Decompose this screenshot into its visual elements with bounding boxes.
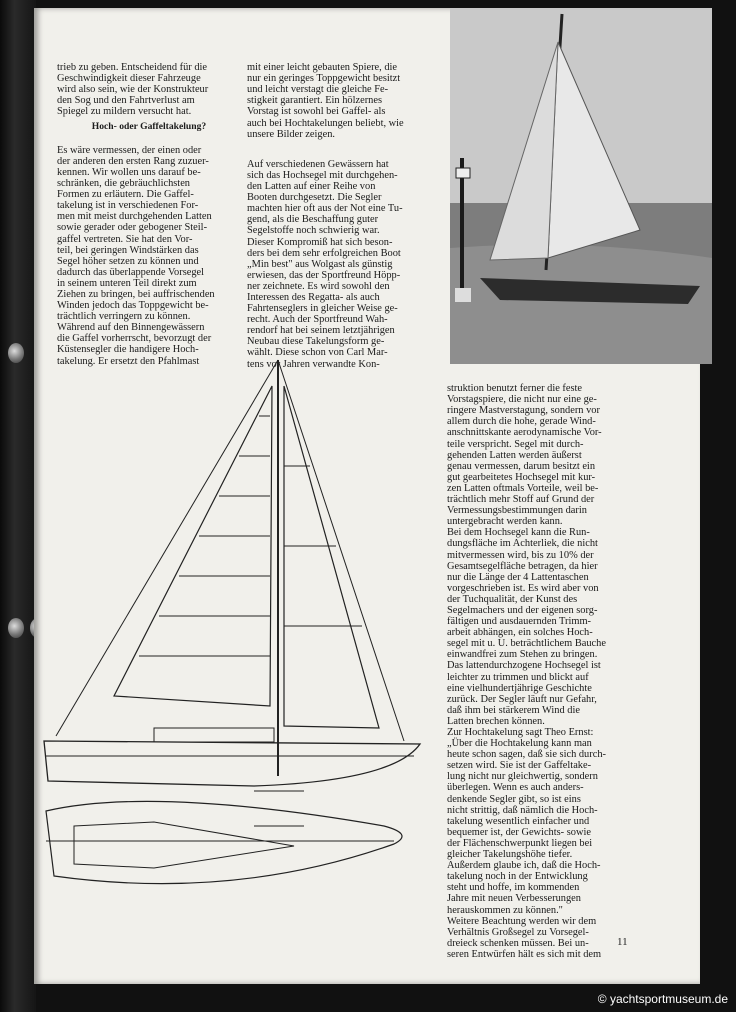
photo-sailboat [450,8,712,364]
section-heading: Hoch- oder Gaffeltakelung? [91,120,207,132]
paragraph: struktion benutzt ferner die feste Vorstagspiere, die nicht nur eine ge- ringere Mastverstagung, sondern vor allem durch die hohe, gerade Wind- anschnittskante aerodynamische Vor- teile verspricht. Segel mit durch- gehenden Latten werden äußerst genau vermessen, darum besitzt ein gut gearbeitetes Hochsegel mit kur- zen Latten oftmals Vorteile, weil be- trächtlich mehr Stoff auf Grund der Vermessungsbestimmungen darin untergebracht werden kann. Bei dem Hochsegel kann die Run- dungsfläche im Achterliek, die nicht mitvermessen wird, bis zu 10% der Gesamtsegelfläche betragen, da hier nur die Länge der 4 Lattentaschen vorgeschrieben ist. Es wird aber von der Tuchqualität, der Kunst des Segelmachers und der eigenen sorg- fältigen und ausdauernden Trimm- arbeit abhängen, ein solches Hoch- segel mit u. U. beträchtlichem Bauche einwandfrei zum Stehen zu bringen. Das lattendurchzogene Hochsegel ist leichter zu trimmen und blickt auf eine vielhundertjährige Geschichte zurück. Der Segler läuft nur Gefahr, daß ihm bei stärkerem Wind die Latten brechen können. Zur Hochtakelung sagt Theo Ernst: „Über die Hochtakelung kann man heute schon sagen, daß sie sich durch- setzen wird. Sie ist der Gaffeltake- lung nicht nur gleichwertig, sondern überlegen. Wenn es auch anders- denkende Segler gibt, so ist eins nicht strittig, daß nämlich die Hoch- takelung wesentlich einfacher und bequemer ist, der Gewichts- sowie der Flächenschwerpunkt liegen bei gleicher Takelungshöhe tiefer. Außerdem glaube ich, daß die Hoch- takelung noch in der Entwicklung steht und hoffe, im kommenden Jahre mit neuen Verbesserungen herauskommen zu können." Weitere Beachtung werden wir dem Verhältnis Großsegel zu Vorsegel- dreieck schenken müssen. Bei un- seren Entwürfen hält es sich mit dem [447,383,606,960]
watermark: © yachtsportmuseum.de [597,992,728,1006]
binder-rivet-icon [8,618,24,638]
book-binding [0,0,36,1012]
sail-plan-svg [34,356,434,936]
text-column-1 [57,51,241,367]
text-column-3 [447,372,645,960]
page-number: 11 [617,936,628,948]
paragraph: Auf verschiedenen Gewässern hat sich das Hochsegel mit durchgehen- den Latten auf einer Reihe von Booten durchgesetzt. Die Segler machten hier oft aus der Not eine Tu- gend, als die Beschaffung guter Segelstoffe noch schwierig war. Dieser Kompromiß hat sich beson- ders bei dem sehr erfolgreichen Boot „Min best" aus Wolgast als günstig erwiesen, das der Sportfreund Höpp- ner zeichnete. Es wird sowohl den Interessen des Regatta- als auch Fahrtenseglers in gleicher Weise ge- recht. Auch der Sportfreund Wah- rendorf hat bei seinem letztjährigen Neubau diese Takelungsform ge- wählt. Diese schon von Carl Mar- tens vor Jahren verwandte Kon- [247,158,403,370]
paragraph: mit einer leicht gebauten Spiere, die nur ein geringes Toppgewicht besitzt und leicht verstagt die gleiche Fe- stigkeit garantiert. Ein hölzernes Vorstag ist sowohl bei Gaffel- als auch bei Hochtakelungen beliebt, wie unsere Bilder zeigen. [247,62,404,140]
sailboat-photo-graphic [450,8,712,364]
paragraph: Es wäre vermessen, der einen oder der anderen den ersten Rang zuzuer- kennen. Wir wollen uns darauf be- schränken, die gebräuchlichsten Formen zu erläutern. Die Gaffel- takelung ist in verschiedenen For- men mit meist durchgehenden Latten sowie gerader oder gebogener Steil- gaffel vertreten. Sie hat den Vor- teil, bei geringen Windstärken das Segel höher setzen zu können und dadurch das überlappende Vorsegel in seinem unteren Teil direkt zum Ziehen zu bringen, bei auffrischenden Winden jedoch das Toppgewicht be- trächtlich verringern zu können. Während auf den Binnengewässern die Gaffel vorherrscht, bevorzugt der Küstensegler die handigere Hoch- takelung. Er ersetzt den Pfahlmast [57,144,215,367]
paragraph: trieb zu geben. Entscheidend für die Geschwindigkeit dieser Fahrzeuge wird also sein, wie der Konstrukteur den Sog und den Fahrtverlust am Spiegel zu mildern versucht hat. [57,62,209,118]
text-column-2 [247,51,443,370]
binder-rivet-icon [8,343,24,363]
sail-plan-drawing [34,356,434,936]
